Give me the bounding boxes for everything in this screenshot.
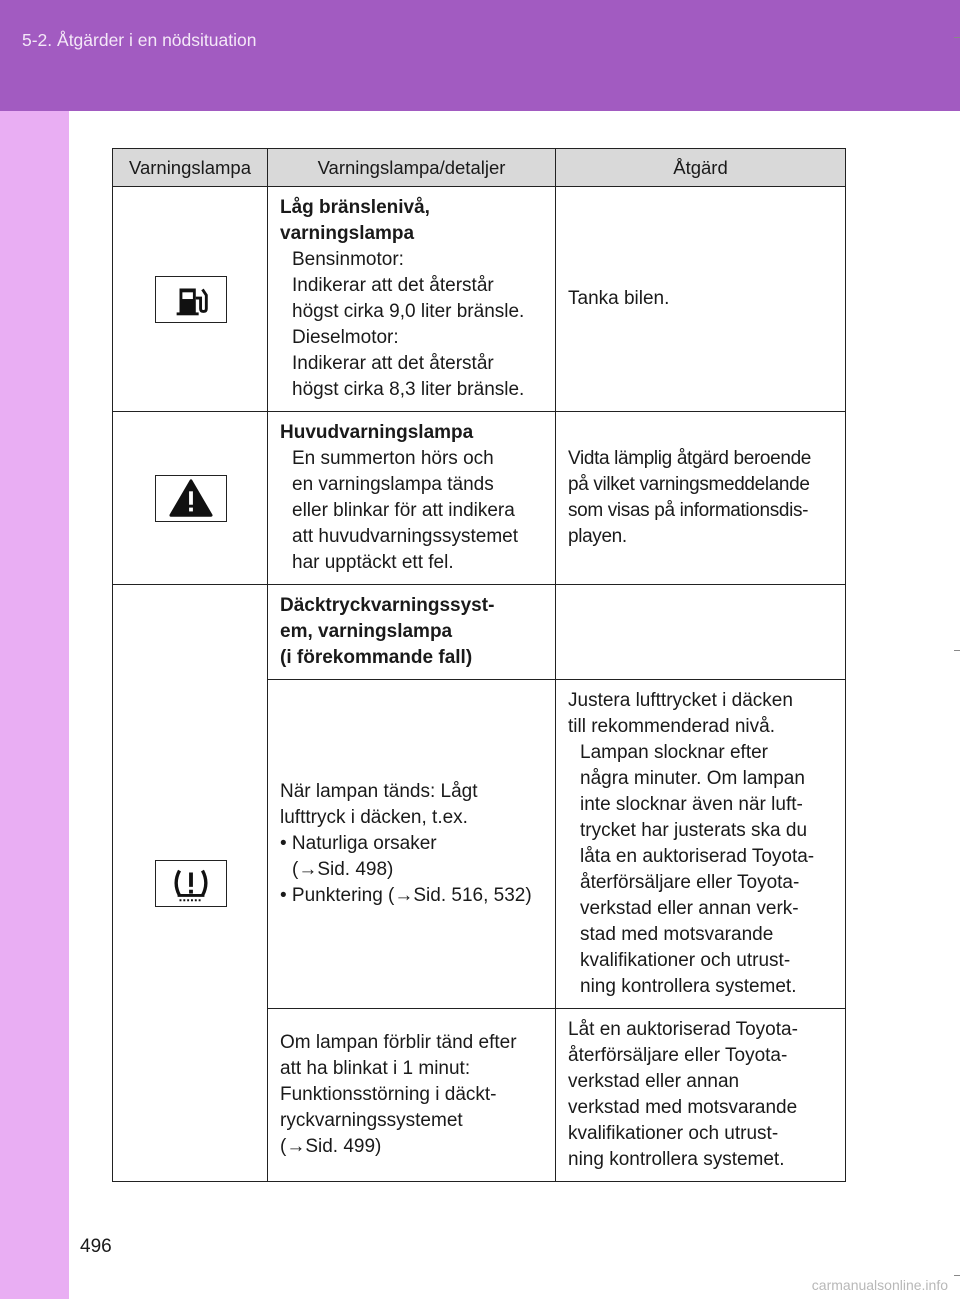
table-header-row xyxy=(113,149,846,187)
fuel-pump-icon xyxy=(155,276,227,323)
side-tab-band xyxy=(0,111,69,1299)
detail-title: Däcktryckvarningssyst- xyxy=(280,595,495,616)
section-header-band xyxy=(0,0,960,111)
detail-cell xyxy=(268,585,556,680)
action-line: inte slocknar även när luft- xyxy=(580,794,803,815)
detail-line: Om lampan förblir tänd efter xyxy=(280,1032,517,1053)
icon-cell xyxy=(113,412,268,585)
detail-line: ryckvarningssystemet xyxy=(280,1110,463,1131)
table-row xyxy=(113,412,846,585)
detail-cell xyxy=(268,412,556,585)
action-cell xyxy=(556,187,846,412)
action-line: låta en auktoriserad Toyota- xyxy=(580,846,815,867)
detail-line: När lampan tänds: Lågt xyxy=(280,781,478,802)
icon-cell xyxy=(113,585,268,1182)
action-line: ning kontrollera systemet. xyxy=(580,976,797,997)
action-line: Låt en auktoriserad Toyota- xyxy=(568,1019,798,1040)
detail-line: (→Sid. 499) xyxy=(280,1136,382,1157)
detail-cell xyxy=(268,1009,556,1182)
action-line: några minuter. Om lampan xyxy=(580,768,805,789)
column-header: Varningslampa/detaljer xyxy=(268,149,556,187)
action-line: playen. xyxy=(568,526,627,547)
detail-line: högst cirka 9,0 liter bränsle. xyxy=(292,301,525,322)
action-cell xyxy=(556,585,846,680)
action-line: Tanka bilen. xyxy=(568,288,670,309)
detail-title: Huvudvarningslampa xyxy=(280,422,474,443)
detail-cell xyxy=(268,680,556,1009)
warning-lights-table xyxy=(112,148,846,1182)
detail-line: eller blinkar för att indikera xyxy=(292,500,515,521)
action-line: på vilket varningsmeddelande xyxy=(568,474,810,495)
detail-line: • Naturliga orsaker xyxy=(280,833,437,854)
detail-line: Funktionsstörning i däckt- xyxy=(280,1084,497,1105)
action-line: stad med motsvarande xyxy=(580,924,774,945)
detail-line: (→Sid. 498) xyxy=(292,859,394,880)
icon-cell xyxy=(113,187,268,412)
detail-line: Dieselmotor: xyxy=(292,327,399,348)
table-row xyxy=(113,187,846,412)
column-header: Varningslampa xyxy=(113,149,268,187)
action-line: Lampan slocknar efter xyxy=(580,742,768,763)
action-line: som visas på informationsdis- xyxy=(568,500,809,521)
action-cell xyxy=(556,680,846,1009)
detail-line: Bensinmotor: xyxy=(292,249,404,270)
detail-line: Indikerar att det återstår xyxy=(292,275,494,296)
detail-line: har upptäckt ett fel. xyxy=(292,552,454,573)
action-line: återförsäljare eller Toyota- xyxy=(580,872,800,893)
action-line: ning kontrollera systemet. xyxy=(568,1149,785,1170)
detail-title: Låg bränslenivå, xyxy=(280,197,430,218)
detail-line: högst cirka 8,3 liter bränsle. xyxy=(292,379,525,400)
action-line: Vidta lämplig åtgärd beroende xyxy=(568,448,812,469)
crop-mark xyxy=(954,1275,960,1276)
action-cell xyxy=(556,1009,846,1182)
detail-title: varningslampa xyxy=(280,223,415,244)
detail-title: em, varningslampa xyxy=(280,621,453,642)
action-line: till rekommenderad nivå. xyxy=(568,716,775,737)
column-header: Åtgärd xyxy=(556,149,846,187)
detail-line: att huvudvarningssystemet xyxy=(292,526,519,547)
action-line: trycket har justerats ska du xyxy=(580,820,808,841)
section-title: 5-2. Åtgärder i en nödsituation xyxy=(22,30,257,50)
detail-line: En summerton hörs och xyxy=(292,448,494,469)
action-cell xyxy=(556,412,846,585)
action-line: kvalifikationer och utrust- xyxy=(580,950,791,971)
watermark: carmanualsonline.info xyxy=(811,1277,948,1293)
detail-line: lufttryck i däcken, t.ex. xyxy=(280,807,468,828)
tire-pressure-warning-icon xyxy=(155,860,227,907)
detail-line: • Punktering (→Sid. 516, 532) xyxy=(280,885,532,906)
crop-mark xyxy=(954,650,960,651)
detail-line: en varningslampa tänds xyxy=(292,474,494,495)
action-line: kvalifikationer och utrust- xyxy=(568,1123,779,1144)
page-number: 496 xyxy=(80,1236,112,1257)
action-line: Justera lufttrycket i däcken xyxy=(568,690,793,711)
crop-mark xyxy=(954,37,960,38)
master-warning-icon xyxy=(155,475,227,522)
action-line: verkstad eller annan xyxy=(568,1071,740,1092)
action-line: verkstad med motsvarande xyxy=(568,1097,798,1118)
table-row xyxy=(113,585,846,680)
detail-cell xyxy=(268,187,556,412)
action-line: verkstad eller annan verk- xyxy=(580,898,799,919)
action-line: återförsäljare eller Toyota- xyxy=(568,1045,788,1066)
detail-line: att ha blinkat i 1 minut: xyxy=(280,1058,471,1079)
detail-line: Indikerar att det återstår xyxy=(292,353,494,374)
detail-title: (i förekommande fall) xyxy=(280,647,473,668)
